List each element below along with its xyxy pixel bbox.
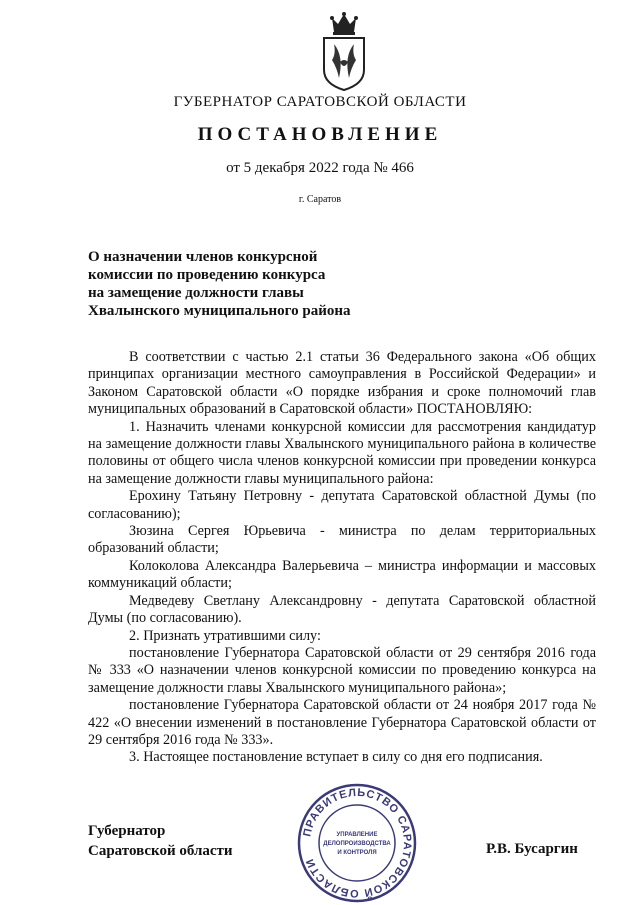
signatory-title-line: Губернатор: [88, 823, 166, 839]
body-paragraph: Зюзина Сергея Юрьевича - министра по делам территориальных образований области;: [88, 523, 596, 557]
seal-inner-line: И КОНТРОЛЯ: [337, 850, 377, 856]
document-title: [88, 248, 388, 320]
seal-inner-line: УПРАВЛЕНИЕ: [336, 832, 378, 838]
official-seal-icon: [296, 782, 418, 904]
body-paragraph: В соответствии с частью 2.1 статьи 36 Федерального закона «Об общих принципах организации местного самоуправления в Российской Федерации» и Законом Саратовской области «О порядке избрания и сроке полномочий глав муниципальных образований в Саратовской области» ПОСТАНОВЛЯЮ:: [88, 349, 596, 418]
document-date-number: от 5 декабря 2022 года № 466: [226, 160, 414, 176]
body-paragraph: постановление Губернатора Саратовской области от 29 сентября 2016 года № 333 «О назначении членов конкурсной комиссии по проведению конкурса на замещение должности главы Хвалынского муниципального района»;: [88, 644, 596, 696]
document-body: [88, 349, 596, 767]
title-line: О назначении членов конкурсной: [88, 249, 318, 265]
body-paragraph: Колоколова Александра Валерьевича – министра информации и массовых коммуникаций области;: [88, 557, 596, 592]
document-type: ПОСТАНОВЛЕНИЕ: [197, 124, 443, 145]
seal-inner-line: ДЕЛОПРОИЗВОДСТВА: [323, 841, 391, 847]
body-paragraph: постановление Губернатора Саратовской области от 24 ноября 2017 года № 422 «О внесении изменений в постановление Губернатора Саратовской области от 29 сентября 2016 года № 333».: [88, 697, 596, 748]
body-paragraph: 3. Настоящее постановление вступает в силу со дня его подписания.: [129, 749, 543, 766]
coat-of-arms-icon: [320, 12, 368, 92]
signatory-title: [88, 821, 233, 861]
signatory-title-line: Саратовской области: [88, 843, 233, 859]
title-line: Хвалынского муниципального района: [88, 303, 351, 319]
body-paragraph: Медведеву Светлану Александровну - депутата Саратовской областной Думы (по согласованию).: [88, 592, 596, 627]
seal-outer-text: ПРАВИТЕЛЬСТВО САРАТОВСКОЙ ОБЛАСТИ: [301, 786, 414, 900]
issuing-authority: ГУБЕРНАТОР САРАТОВСКОЙ ОБЛАСТИ: [173, 94, 467, 110]
document-city: г. Саратов: [298, 194, 342, 205]
body-paragraph: 2. Признать утратившими силу:: [129, 627, 321, 644]
body-paragraph: 1. Назначить членами конкурсной комиссии для рассмотрения кандидатур на замещение должности главы Хвалынского муниципального района в количестве половины от общего числа членов конкурсной комиссии при проведении конкурса на замещение должности главы муниципального района:: [88, 418, 596, 487]
title-line: комиссии по проведению конкурса: [88, 267, 326, 283]
signatory-name: Р.В. Бусаргин: [486, 841, 578, 857]
body-paragraph: Ерохину Татьяну Петровну - депутата Саратовской областной Думы (по согласованию);: [88, 488, 596, 522]
title-line: на замещение должности главы: [88, 285, 304, 301]
